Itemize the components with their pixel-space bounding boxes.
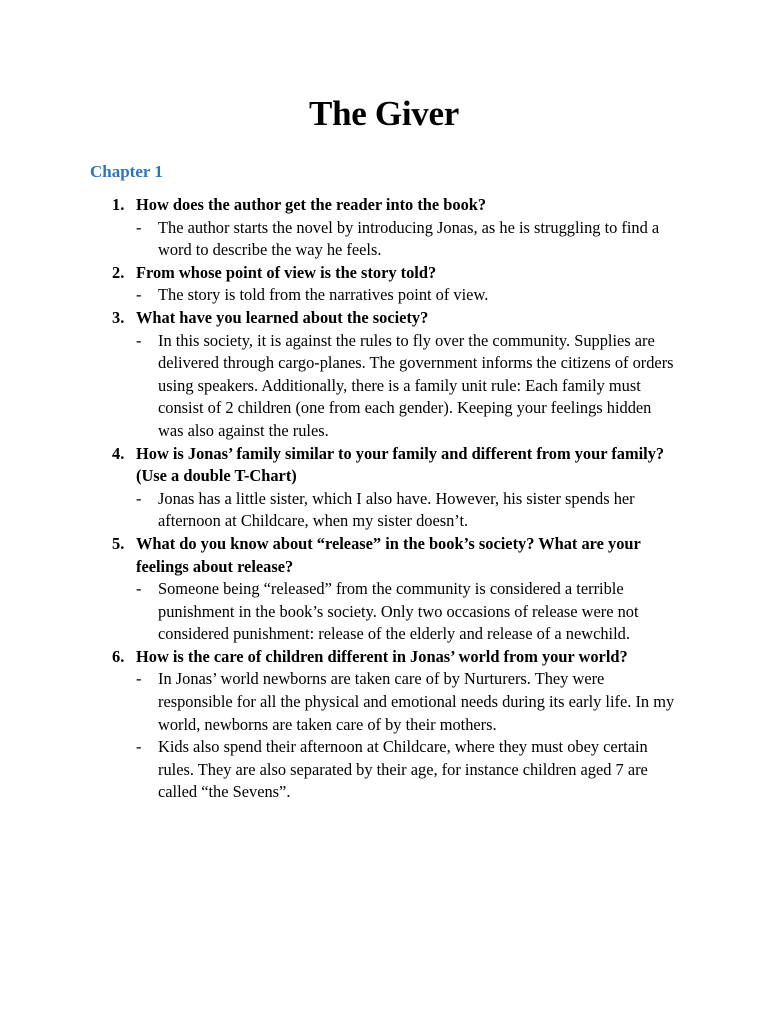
question-text: How is the care of children different in Jonas’ world from your world? [136,646,628,666]
answer-text: In Jonas’ world newborns are taken care of by Nurturers. They were responsible for all the physical and emotional needs during its early life. In my world, newborns are taken care of by their mothers. [158,669,675,734]
question-number: 2. [112,262,125,282]
question-number: 5. [112,533,125,553]
answer-item [136,488,678,533]
question-text: How does the author get the reader into the book? [136,195,487,214]
answer-list [136,488,678,533]
question-number: 3. [112,307,125,327]
answer-text: Jonas has a little sister, which I also have. However, his sister spends her afternoon at Childcare, when my sister doesn’t. [158,488,635,531]
document-title: The Giver [309,94,459,133]
question-item [90,646,678,804]
dash-bullet-icon: - [136,579,142,599]
dash-bullet-icon: - [136,217,142,237]
question-item [90,443,678,533]
answer-list [136,217,678,262]
question-body [136,307,678,443]
question-list [90,194,678,804]
answer-item [136,284,678,307]
question-item [90,307,678,443]
dash-bullet-icon: - [136,330,142,350]
answer-item [136,330,678,443]
answer-text: In this society, it is against the rules to fly over the community. Supplies are delivered through cargo-planes. The government informs the citizens of orders using speakers. Additionally, there is a family unit rule: Each family must consist of 2 children (one from each gender). Keeping your feelings hidden was also against the rules. [158,330,674,440]
question-body [136,443,678,533]
answer-item [136,668,678,736]
dash-bullet-icon: - [136,669,142,689]
question-item [90,533,678,646]
answer-list [136,330,678,443]
answer-text: The story is told from the narratives point of view. [158,285,489,305]
answer-list [136,284,678,307]
question-text: From whose point of view is the story told? [136,262,437,282]
answer-text: Kids also spend their afternoon at Childcare, where they must obey certain rules. They are also separated by their age, for instance children aged 7 are called “the Sevens”. [158,737,648,802]
question-body [136,646,678,804]
question-item [90,262,678,307]
answer-text: Someone being “released” from the community is considered a terrible punishment in the book’s society. Only two occasions of release were not considered punishment: release of the elderly and release of a newchild. [158,579,639,644]
question-body [136,262,678,307]
question-number: 6. [112,646,125,666]
answer-item [136,736,678,804]
question-number: 1. [112,195,125,214]
dash-bullet-icon: - [136,488,142,508]
dash-bullet-icon: - [136,737,142,757]
question-body [136,194,678,262]
question-text: How is Jonas’ family similar to your family and different from your family? (Use a double T-Chart) [136,443,665,486]
question-number: 4. [112,443,125,463]
question-text: What do you know about “release” in the book’s society? What are your feelings about release? [136,533,641,576]
dash-bullet-icon: - [136,285,142,305]
answer-text: The author starts the novel by introducing Jonas, as he is struggling to find a word to describe the way he feels. [158,217,660,260]
question-text: What have you learned about the society? [136,307,429,327]
answer-list [136,578,678,646]
chapter-heading: Chapter 1 [90,162,163,181]
question-body [136,533,678,646]
question-item [90,194,678,262]
answer-list [136,668,678,804]
answer-item [136,217,678,262]
answer-item [136,578,678,646]
